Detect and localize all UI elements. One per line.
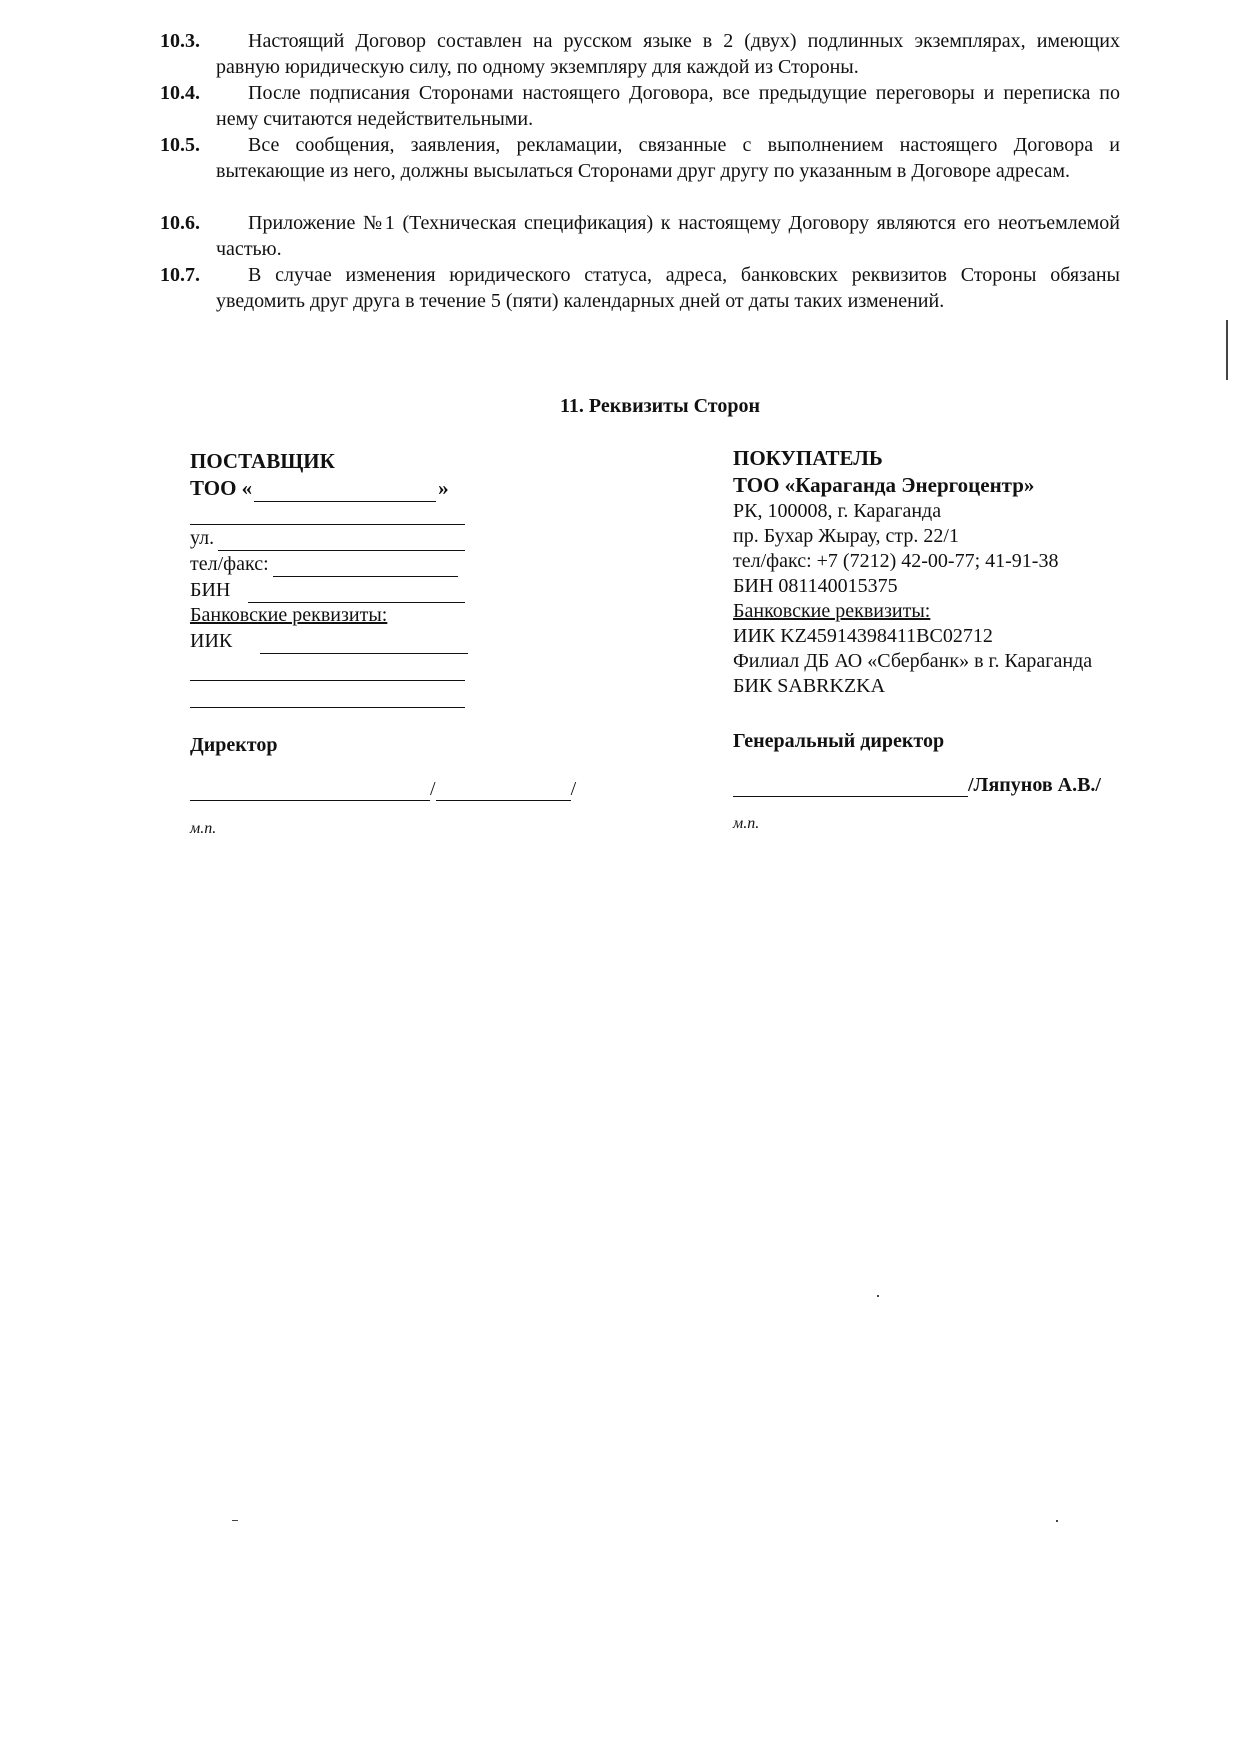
supplier-company-field[interactable] (254, 481, 436, 502)
buyer-signature-blank[interactable] (733, 776, 968, 797)
supplier-street-field[interactable] (190, 525, 465, 551)
supplier-company-line (190, 475, 480, 502)
buyer-address-2: пр. Бухар Жырау, стр. 22/1 (733, 525, 959, 547)
bin-label: БИН (190, 579, 231, 601)
supplier-blank-line[interactable] (190, 681, 465, 708)
supplier-signature-line[interactable] (190, 778, 576, 801)
supplier-block (190, 448, 480, 708)
buyer-bik: БИК SABRKZKA (733, 675, 886, 697)
phone-blank[interactable] (273, 556, 458, 577)
supplier-iik-field[interactable] (190, 628, 468, 654)
clause-text: Все сообщения, заявления, рекламации, связанные с выполнением настоящего Договора и вытекающие из него, должны высылаться Сторонами друг другу по указанным в Договоре адресам. (216, 134, 1120, 182)
clause-text: Приложение №1 (Техническая спецификация) к настоящему Договору являются его неотъемлемой частью. (216, 212, 1120, 260)
street-blank[interactable] (218, 530, 465, 551)
scan-edge-mark (1226, 320, 1228, 380)
clause-number: 10.5. (160, 134, 200, 156)
clause-10-7 (160, 262, 1120, 340)
signature-separator: / (570, 778, 577, 800)
supplier-bin-field[interactable] (190, 577, 465, 603)
buyer-branch: Филиал ДБ АО «Сбербанк» в г. Караганда (733, 650, 1093, 672)
supplier-name-blank[interactable] (436, 780, 571, 801)
clause-text: В случае изменения юридического статуса, адреса, банковских реквизитов Стороны обязаны уведомить друг друга в течение 5 (пяти) календарных дней от даты таких изменений. (216, 264, 1120, 312)
clause-number: 10.3. (160, 30, 200, 52)
scan-dot (1056, 1520, 1058, 1522)
buyer-company: ТОО «Караганда Энергоцентр» (733, 473, 1035, 497)
buyer-phone: тел/факс: +7 (7212) 42-00-77; 41-91-38 (733, 550, 1059, 572)
clause-text: После подписания Сторонами настоящего Договора, все предыдущие переговоры и переписка по нему считаются недействительными. (216, 82, 1120, 130)
buyer-block (733, 445, 1173, 699)
supplier-company-suffix: » (438, 476, 449, 500)
clause-10-3 (160, 28, 1120, 80)
clause-10-6 (160, 210, 1120, 262)
signature-separator: / (430, 778, 436, 800)
buyer-heading: ПОКУПАТЕЛЬ (733, 446, 883, 470)
clauses-list (160, 28, 1120, 340)
clause-text: Настоящий Договор составлен на русском языке в 2 (двух) подлинных экземплярах, имеющих равную юридическую силу, по одному экземпляру для каждой из Стороны. (216, 30, 1120, 78)
clause-number: 10.6. (160, 212, 200, 234)
clause-number: 10.4. (160, 82, 200, 104)
buyer-bin: БИН 081140015375 (733, 575, 898, 597)
scan-dot (232, 1520, 238, 1521)
buyer-signature-line[interactable] (733, 774, 1101, 797)
clause-10-4 (160, 80, 1120, 132)
supplier-role: Директор (190, 734, 278, 756)
street-label: ул. (190, 527, 215, 549)
section-title: 11. Реквизиты Сторон (560, 395, 760, 417)
bin-blank[interactable] (248, 582, 465, 603)
buyer-signer-name: /Ляпунов А.В./ (968, 774, 1101, 796)
supplier-signature-blank[interactable] (190, 780, 430, 801)
supplier-stamp-mark: м.п. (190, 820, 217, 837)
supplier-blank-line[interactable] (190, 502, 465, 525)
buyer-stamp-mark: м.п. (733, 815, 760, 832)
buyer-bank-label: Банковские реквизиты: (733, 600, 931, 622)
clause-10-5 (160, 132, 1120, 210)
buyer-address-1: РК, 100008, г. Караганда (733, 500, 942, 522)
supplier-blank-line[interactable] (190, 654, 465, 681)
supplier-phone-field[interactable] (190, 551, 458, 577)
iik-label: ИИК (190, 630, 233, 652)
iik-blank[interactable] (260, 633, 468, 654)
clause-number: 10.7. (160, 264, 200, 286)
supplier-heading: ПОСТАВЩИК (190, 449, 335, 473)
buyer-iik: ИИК KZ45914398411BC02712 (733, 625, 993, 647)
phone-label: тел/факс: (190, 553, 269, 575)
supplier-company-prefix: ТОО « (190, 476, 253, 500)
supplier-bank-label: Банковские реквизиты: (190, 604, 388, 626)
scan-dot (877, 1295, 879, 1297)
buyer-role: Генеральный директор (733, 730, 945, 752)
